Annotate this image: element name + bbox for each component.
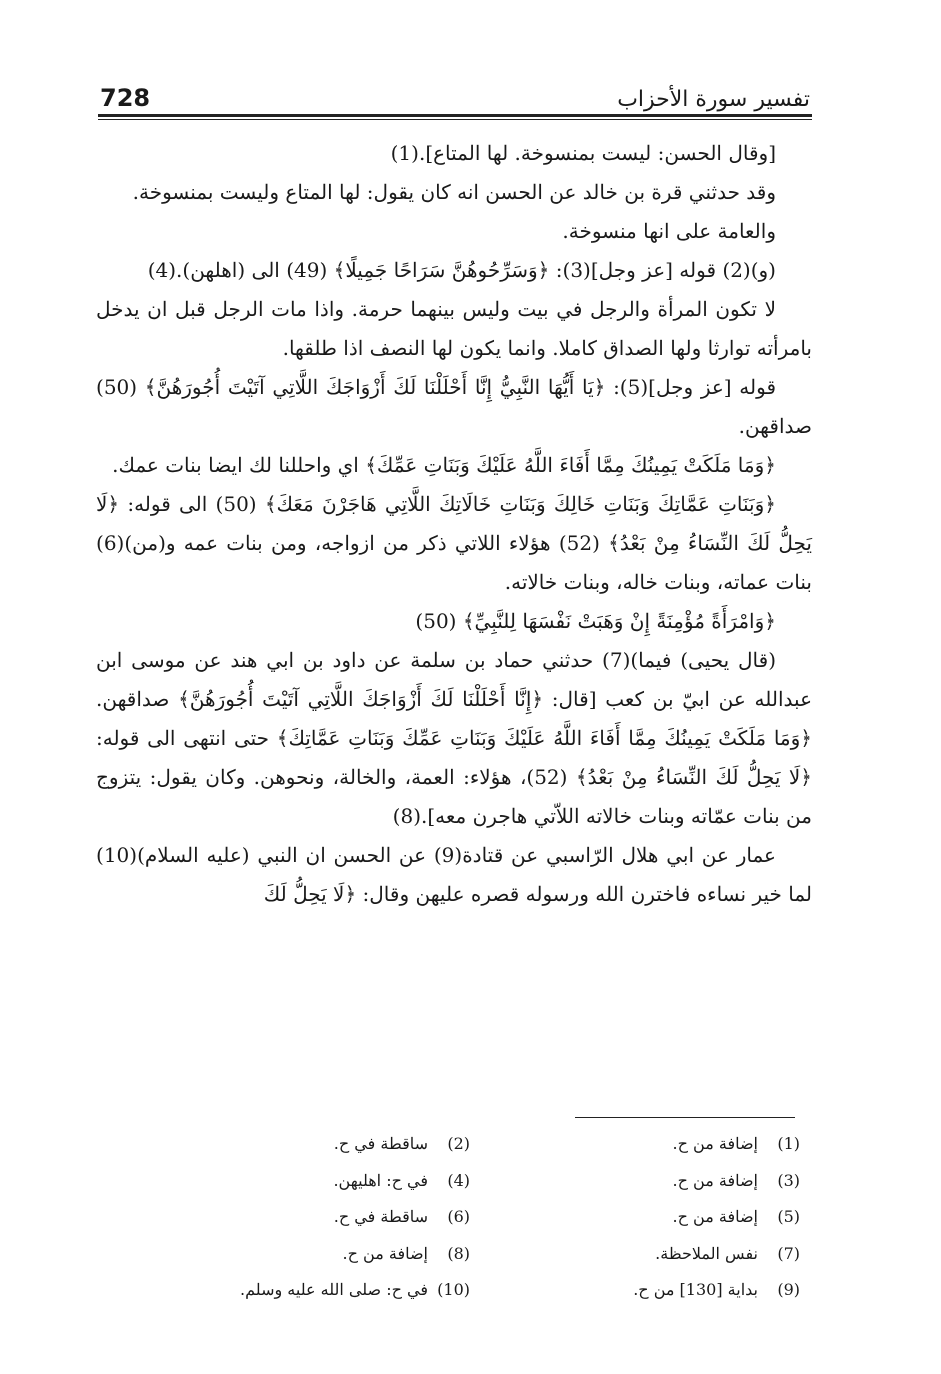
footnote-text: في ح: صلى الله عليه وسلم. <box>240 1280 428 1300</box>
footnote-text: نفس الملاحظة. <box>655 1243 758 1263</box>
footnote-text: إضافة من ح. <box>342 1243 428 1263</box>
paragraph: ﴿وَامْرَأَةً مُؤْمِنَةً إِنْ وَهَبَتْ نَفْسَهَا لِلنَّبِيِّ﴾ (50) <box>415 609 776 633</box>
page-number: 728 <box>100 84 151 112</box>
paragraph: ﴿وَمَا مَلَكَتْ يَمِينُكَ مِمَّا أَفَاءَ اللَّهُ عَلَيْكَ وَبَنَاتِ عَمِّكَ﴾ اي واحللنا لك ايضا بنات عمك. <box>112 453 776 477</box>
footnote-text: ساقطة في ح. <box>333 1134 428 1153</box>
footnote-number: (6) <box>447 1207 470 1227</box>
footnote-text: بداية [130] من ح. <box>633 1280 758 1300</box>
footnote-item <box>160 1274 470 1308</box>
footnote-text: إضافة من ح. <box>672 1207 758 1227</box>
paragraph: ﴿وَبَنَاتِ عَمَّاتِكَ وَبَنَاتِ خَالِكَ وَبَنَاتِ خَالَاتِكَ اللَّاتِي هَاجَرْنَ مَعَكَ﴾ (50) الى قوله: ﴿لَا يَحِلُّ لَكَ النِّسَاءُ مِنْ بَعْدُ﴾ (52) هؤلاء اللاتي ذكر من ازواجه، ومن بنات عمه و(من)(6) بنات عماته، وبنات خاله، وبنات خالاته. <box>96 492 812 594</box>
paragraph: لا تكون المرأة والرجل في بيت وليس بينهما حرمة. واذا مات الرجل قبل ان يدخل بامرأته توارثا ولها الصداق كاملا. وانما يكون لها النصف اذا طلقها. <box>96 297 812 360</box>
footnote-item <box>160 1238 470 1272</box>
footnote-item <box>160 1128 470 1162</box>
paragraph: [وقال الحسن: ليست بمنسوخة. لها المتاع].(1) <box>390 141 776 165</box>
paragraph: وقد حدثني قرة بن خالد عن الحسن انه كان يقول: لها المتاع وليست بمنسوخة. <box>132 180 776 204</box>
paragraph: (قال يحيى) فيما)(7) حدثني حماد بن سلمة عن داود بن ابي هند عن موسى ابن عبدالله عن ابيّ بن كعب [قال: ﴿إِنَّا أَحْلَلْنَا لَكَ أَزْوَاجَكَ اللَّاتِي آتَيْتَ أُجُورَهُنَّ﴾ صداقهن. ﴿وَمَا مَلَكَتْ يَمِينُكَ مِمَّا أَفَاءَ اللَّهُ عَلَيْكَ وَبَنَاتِ عَمِّكَ وَبَنَاتِ عَمَّاتِكَ﴾ حتى انتهى الى قوله: ﴿لَا يَحِلُّ لَكَ النِّسَاءُ مِنْ بَعْدُ﴾ (52)، هؤلاء: العمة، والخالة، ونحوهن. وكان يقول: يتزوج من بنات عمّاته وبنات خالاته اللاّتي هاجرن معه].(8) <box>96 648 813 828</box>
paragraph: عمار عن ابي هلال الرّاسبي عن قتادة(9) عن الحسن ان النبي (عليه السلام)(10) لما خير نساءه فاخترن الله ورسوله قصره عليهن وقال: ﴿لَا يَحِلُّ لَكَ <box>96 843 812 906</box>
paragraph: قوله [عز وجل](5): ﴿يَا أَيُّهَا النَّبِيُّ إِنَّا أَحْلَلْنَا لَكَ أَزْوَاجَكَ اللَّاتِي آتَيْتَ أُجُورَهُنَّ﴾ (50) صداقهن. <box>96 375 812 438</box>
footnote-item <box>160 1165 470 1199</box>
footnote-item <box>470 1128 800 1162</box>
footnote-rule <box>575 1117 795 1118</box>
header-rule-thick <box>98 114 812 117</box>
footnote-text: في ح: اهليهن. <box>333 1170 428 1190</box>
paragraph: (و)(2) قوله [عز وجل](3): ﴿وَسَرِّحُوهُنَّ سَرَاحًا جَمِيلًا﴾ (49) الى (اهلهن).(4) <box>147 258 776 282</box>
page-header <box>100 72 810 112</box>
footnote-number: (10) <box>437 1280 470 1300</box>
footnote-text: إضافة من ح. <box>672 1134 758 1153</box>
footnote-item <box>470 1274 800 1308</box>
footnote-text: ساقطة في ح. <box>333 1207 428 1227</box>
footnote-number: (2) <box>447 1134 470 1153</box>
footnote-item <box>470 1165 800 1199</box>
footnote-text: إضافة من ح. <box>672 1170 758 1190</box>
footnote-number: (9) <box>777 1280 800 1300</box>
footnote-number: (7) <box>777 1243 800 1263</box>
footnote-number: (5) <box>777 1207 800 1227</box>
footnote-item <box>470 1201 800 1235</box>
running-title: تفسير سورة الأحزاب <box>617 87 810 112</box>
footnote-number: (8) <box>447 1243 470 1263</box>
footnote-item <box>160 1201 470 1235</box>
footnote-number: (1) <box>777 1134 800 1153</box>
main-text <box>96 134 812 914</box>
footnote-number: (4) <box>447 1170 470 1190</box>
footnote-number: (3) <box>777 1170 800 1190</box>
footnote-item <box>470 1238 800 1272</box>
footnotes <box>160 1128 800 1308</box>
paragraph: والعامة على انها منسوخة. <box>562 219 776 243</box>
header-rule-thin <box>98 119 812 120</box>
